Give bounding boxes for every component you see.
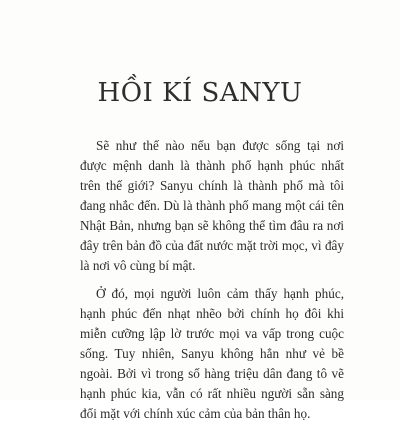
chapter-title: HỒI KÍ SANYU [97,78,303,108]
paragraph-1: Sẽ như thế nào nếu bạn được sống tại nơi được mệnh danh là thành phố hạnh phúc nhất trên thế giới? Sanyu chính là thành phố mà tôi đang nhắc đến. Dù là thành phố mang một cái tên Nhật Bản, nhưng bạn sẽ không thể tìm đâu ra nơi đây trên bản đồ của đất nước mặt trời mọc, vì đây là nơi vô cùng bí mật. [80,138,344,273]
paragraph-2: Ở đó, mọi người luôn cảm thấy hạnh phúc, hạnh phúc đến nhạt nhẽo bởi chính họ đôi khi miễn cưỡng lập lờ trước mọi va vấp trong cuộc sống. Tuy nhiên, Sanyu không hẳn như vẻ bề ngoài. Bởi vì trong số hàng triệu dân đang tô vẽ hạnh phúc kia, vẫn có rất nhiều người sẵn sàng đối mặt với chính xúc cảm của bản thân họ. [80,286,344,421]
